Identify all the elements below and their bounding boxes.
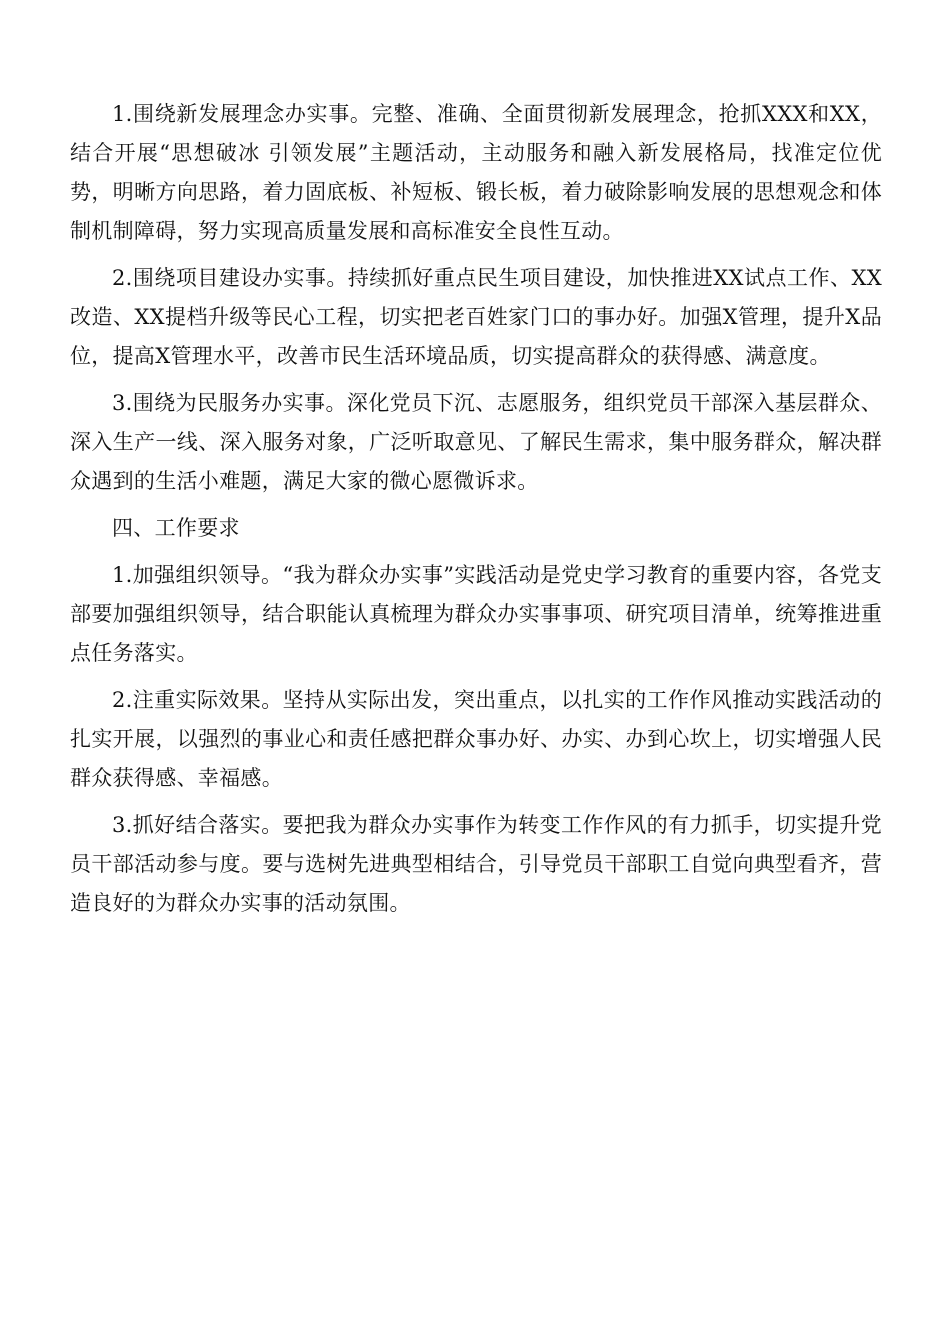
requirement-combination-implementation: 3.抓好结合落实。要把我为群众办实事作为转变工作作风的有力抓手，切实提升党员干部活动参与度。要与选树先进典型相结合，引导党员干部职工自觉向典型看齐，营造良好的为群众办实事的活动氛围。 bbox=[70, 813, 882, 915]
section-heading-work-requirements: 四、工作要求 bbox=[112, 516, 240, 540]
paragraph-serve-the-people: 3.围绕为民服务办实事。深化党员下沉、志愿服务，组织党员干部深入基层群众、深入生产一线、深入服务对象，广泛听取意见、了解民生需求，集中服务群众，解决群众遇到的生活小难题，满足大家的微心愿微诉求。 bbox=[70, 391, 882, 493]
document-page bbox=[70, 95, 882, 931]
paragraph-new-development-concept: 1.围绕新发展理念办实事。完整、准确、全面贯彻新发展理念，抢抓XXX和XX，结合开展“思想破冰 引领发展”主题活动，主动服务和融入新发展格局，找准定位优势，明晰方向思路，着力固底板、补短板、锻长板，着力破除影响发展的思想观念和体制机制障碍，努力实现高质量发展和高标准安全良性互动。 bbox=[70, 102, 882, 243]
requirement-organization-leadership: 1.加强组织领导。“我为群众办实事”实践活动是党史学习教育的重要内容，各党支部要加强组织领导，结合职能认真梳理为群众办实事事项、研究项目清单，统筹推进重点任务落实。 bbox=[70, 563, 882, 665]
paragraph-project-construction: 2.围绕项目建设办实事。持续抓好重点民生项目建设，加快推进XX试点工作、XX改造、XX提档升级等民心工程，切实把老百姓家门口的事办好。加强X管理，提升X品位，提高X管理水平，改善市民生活环境品质，切实提高群众的获得感、满意度。 bbox=[70, 266, 882, 368]
requirement-practical-effect: 2.注重实际效果。坚持从实际出发，突出重点，以扎实的工作作风推动实践活动的扎实开展，以强烈的事业心和责任感把群众事办好、办实、办到心坎上，切实增强人民群众获得感、幸福感。 bbox=[70, 688, 882, 790]
